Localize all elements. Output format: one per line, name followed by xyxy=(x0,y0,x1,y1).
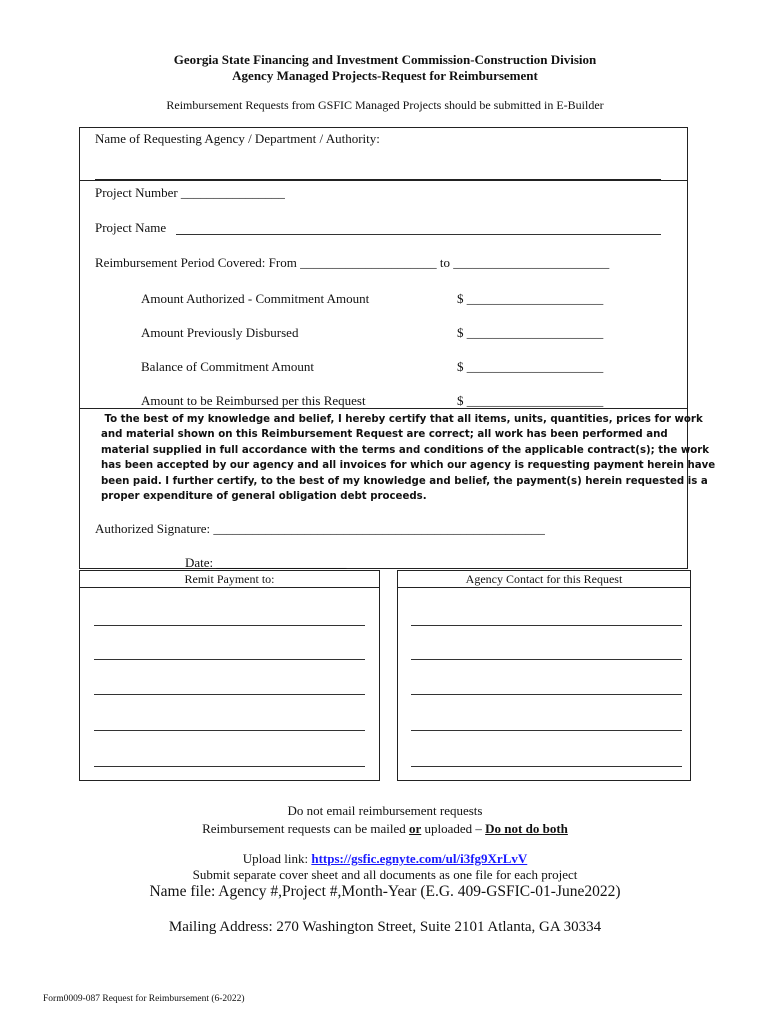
contact-line[interactable] xyxy=(411,694,682,695)
remit-line[interactable] xyxy=(94,766,365,767)
project-number-row xyxy=(95,185,285,201)
amount-authorized-row xyxy=(457,291,603,307)
form-title-line1: Georgia State Financing and Investment Commission-Construction Division xyxy=(173,52,597,67)
signature-label: Authorized Signature: xyxy=(95,521,211,536)
mail-or-upload-notice xyxy=(0,821,770,837)
remit-payment-label: Remit Payment to: xyxy=(184,572,275,586)
certification-line: To the best of my knowledge and belief, I hereby certify that all items, units, quantities, prices for work xyxy=(101,414,703,425)
amount-authorized-field[interactable]: _____________________ xyxy=(466,291,604,306)
currency-sign: $ xyxy=(457,325,464,340)
remit-line[interactable] xyxy=(94,730,365,731)
remit-payment-box xyxy=(79,570,380,781)
certification-line: been paid. I further certify, to the best of my knowledge and belief, the payment(s) herein requested is a xyxy=(101,475,708,487)
balance-commitment-row xyxy=(457,359,603,375)
mail-or-upload-pre: Reimbursement requests can be mailed xyxy=(202,821,406,836)
certification-line: material supplied in full accordance with the terms and conditions of the applicable contract(s); the work xyxy=(101,444,710,456)
contact-header-divider xyxy=(397,587,691,588)
name-file-notice: Name file: Agency #,Project #,Month-Year (E.G. 409-GSFIC-01-June2022) xyxy=(149,883,621,900)
form-title-line2: Agency Managed Projects-Request for Reimbursement xyxy=(232,68,538,83)
agency-divider xyxy=(79,180,688,181)
date-label: Date: xyxy=(185,555,214,570)
balance-commitment-label: Balance of Commitment Amount xyxy=(141,359,314,374)
signature-field[interactable]: ___________________________________________________ xyxy=(213,521,545,536)
mailing-address: Mailing Address: 270 Washington Street, Suite 2101 Atlanta, GA 30334 xyxy=(168,919,602,935)
period-label: Reimbursement Period Covered: From xyxy=(95,255,297,270)
amount-disbursed-label: Amount Previously Disbursed xyxy=(141,325,299,340)
no-email-notice: Do not email reimbursement requests xyxy=(287,803,483,818)
form-subtitle: Reimbursement Requests from GSFIC Managed Projects should be submitted in E-Builder xyxy=(166,98,604,112)
upload-label: Upload link: xyxy=(242,851,309,866)
certification-line: and material shown on this Reimbursement Request are correct; all work has been performed and xyxy=(101,429,668,441)
period-to-field[interactable]: ________________________ xyxy=(453,255,610,270)
amount-authorized-label: Amount Authorized - Commitment Amount xyxy=(141,291,370,306)
upload-row xyxy=(0,851,770,867)
amount-reimbursed-label: Amount to be Reimbursed per this Request xyxy=(141,393,366,408)
mail-or-upload-mid: uploaded – xyxy=(424,821,482,836)
date-field[interactable]: ____________________ xyxy=(216,555,347,570)
amount-reimbursed-row xyxy=(457,393,603,409)
remit-header-divider xyxy=(79,587,380,588)
certification-line: has been accepted by our agency and all invoices for which our agency is requesting payment herein have xyxy=(101,460,716,472)
project-name-field[interactable] xyxy=(176,234,661,235)
contact-line[interactable] xyxy=(411,766,682,767)
amount-disbursed-field[interactable]: _____________________ xyxy=(466,325,604,340)
remit-line[interactable] xyxy=(94,659,365,660)
period-to-label: to xyxy=(439,255,450,270)
certification-divider xyxy=(79,408,688,409)
certification-text xyxy=(101,412,716,504)
do-not-do-both: Do not do both xyxy=(485,821,568,836)
agency-contact-box xyxy=(397,570,691,781)
project-number-field[interactable]: ________________ xyxy=(180,185,285,200)
contact-line[interactable] xyxy=(411,659,682,660)
agency-label: Name of Requesting Agency / Department / Authority: xyxy=(95,131,380,146)
currency-sign: $ xyxy=(457,291,464,306)
contact-line[interactable] xyxy=(411,625,682,626)
contact-line[interactable] xyxy=(411,730,682,731)
upload-link[interactable]: https://gsfic.egnyte.com/ul/i3fg9XrLvV xyxy=(311,851,528,866)
separate-sheet-notice: Submit separate cover sheet and all documents as one file for each project xyxy=(192,867,578,882)
period-from-field[interactable]: _____________________ xyxy=(300,255,437,270)
amount-disbursed-row xyxy=(457,325,603,341)
remit-line[interactable] xyxy=(94,694,365,695)
balance-commitment-field[interactable]: _____________________ xyxy=(466,359,604,374)
period-row xyxy=(95,255,609,271)
project-number-label: Project Number xyxy=(95,185,178,200)
amount-reimbursed-field[interactable]: _____________________ xyxy=(466,393,604,408)
currency-sign: $ xyxy=(457,393,464,408)
date-row xyxy=(185,555,346,571)
certification-line: proper expenditure of general obligation debt proceeds. xyxy=(101,491,427,503)
remit-line[interactable] xyxy=(94,625,365,626)
currency-sign: $ xyxy=(457,359,464,374)
form-id: Form0009-087 Request for Reimbursement (6-2022) xyxy=(43,994,245,1004)
agency-contact-label: Agency Contact for this Request xyxy=(465,572,623,586)
project-name-label: Project Name xyxy=(95,220,167,235)
mail-or-upload-or: or xyxy=(408,821,422,836)
signature-row xyxy=(95,521,545,537)
